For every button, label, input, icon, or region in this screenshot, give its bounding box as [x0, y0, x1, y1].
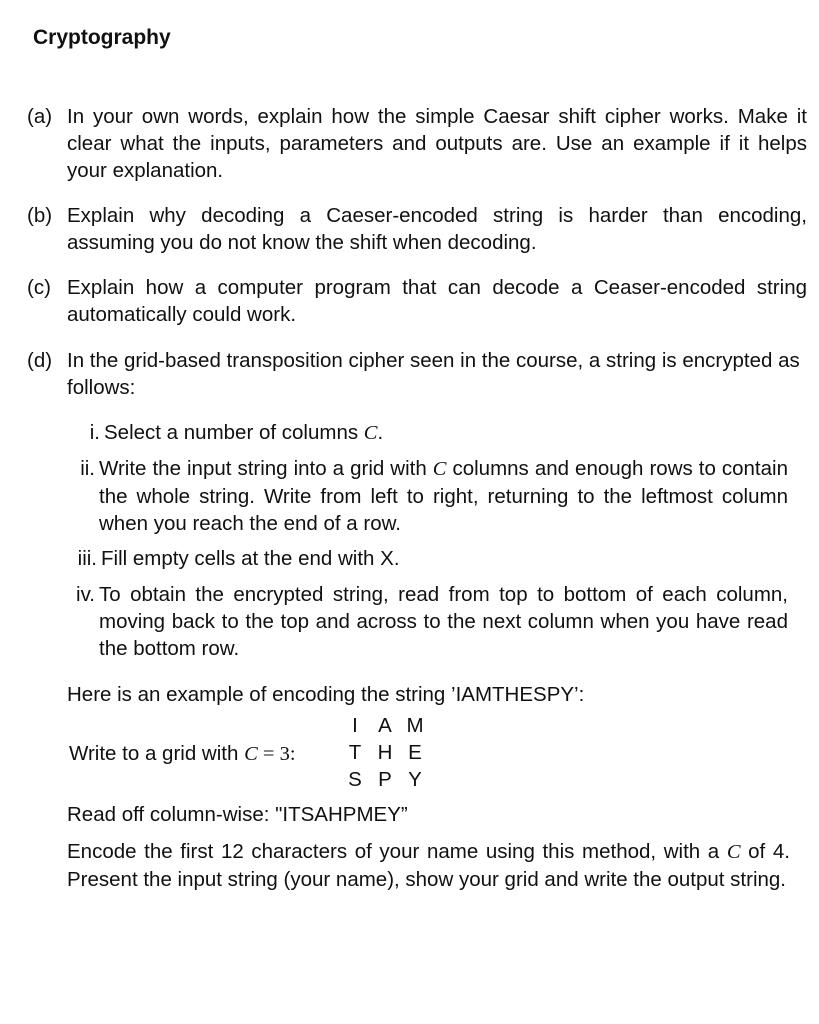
- question-b-text: Explain why decoding a Caeser-encoded string is harder than encoding, assuming you do not know the shift when decoding.: [67, 204, 807, 254]
- step-iv-label: iv.: [76, 583, 95, 606]
- grid-caption: Write to a grid with C = 3:: [69, 742, 296, 765]
- step-i-text: Select a number of columns C.: [104, 421, 384, 444]
- question-c-label: (c): [27, 276, 51, 299]
- grid-cell: H: [377, 741, 393, 764]
- question-c-text: Explain how a computer program that can decode a Ceaser-encoded string automatically could work.: [67, 276, 807, 326]
- step-i: [89, 419, 819, 447]
- grid-cell: P: [378, 768, 392, 791]
- grid-cell: Y: [408, 768, 422, 791]
- step-iv: [76, 581, 788, 662]
- question-a-label: (a): [27, 105, 53, 128]
- question-d: [27, 347, 819, 401]
- step-iv-text: To obtain the encrypted string, read from top to bottom of each column, moving back to the top and across to the next column when you have read the bottom row.: [99, 583, 788, 660]
- question-a-text: In your own words, explain how the simple Caesar shift cipher works. Make it clear what the inputs, parameters and outputs are. Use an example if it helps your explanation.: [67, 105, 807, 182]
- grid-cell: S: [348, 768, 362, 791]
- step-iii-text: Fill empty cells at the end with X.: [101, 547, 400, 570]
- step-ii-text: Write the input string into a grid with C columns and enough rows to contain the whole string. Write from left to right, returning to the leftmost column when you reach the end of a row.: [99, 457, 788, 535]
- section-title: Cryptography: [33, 26, 171, 49]
- read-off-text: Read off column-wise: "ITSAHPMEY”: [67, 803, 408, 826]
- grid-cell: T: [348, 741, 362, 764]
- question-a: [27, 103, 807, 184]
- step-iii: [77, 545, 819, 572]
- question-d-text: In the grid-based transposition cipher seen in the course, a string is encrypted as follows:: [67, 349, 800, 399]
- grid-cell: A: [378, 714, 392, 737]
- grid-cell: E: [408, 741, 422, 764]
- question-c: [27, 274, 807, 328]
- step-ii-label: ii.: [80, 457, 95, 480]
- question-d-label: (d): [27, 349, 53, 372]
- question-b-label: (b): [27, 204, 53, 227]
- example-grid: [340, 712, 430, 793]
- question-b: [27, 202, 807, 256]
- step-iii-label: iii.: [77, 547, 97, 570]
- grid-cell: M: [406, 714, 424, 737]
- step-ii: [80, 455, 788, 537]
- task-text: Encode the first 12 characters of your name using this method, with a C of 4. Present the input string (your name), show your grid and write the output string.: [67, 840, 790, 891]
- example-intro: Here is an example of encoding the string ’IAMTHESPY’:: [67, 683, 585, 706]
- grid-cell: I: [352, 714, 358, 737]
- step-i-label: i.: [89, 421, 100, 444]
